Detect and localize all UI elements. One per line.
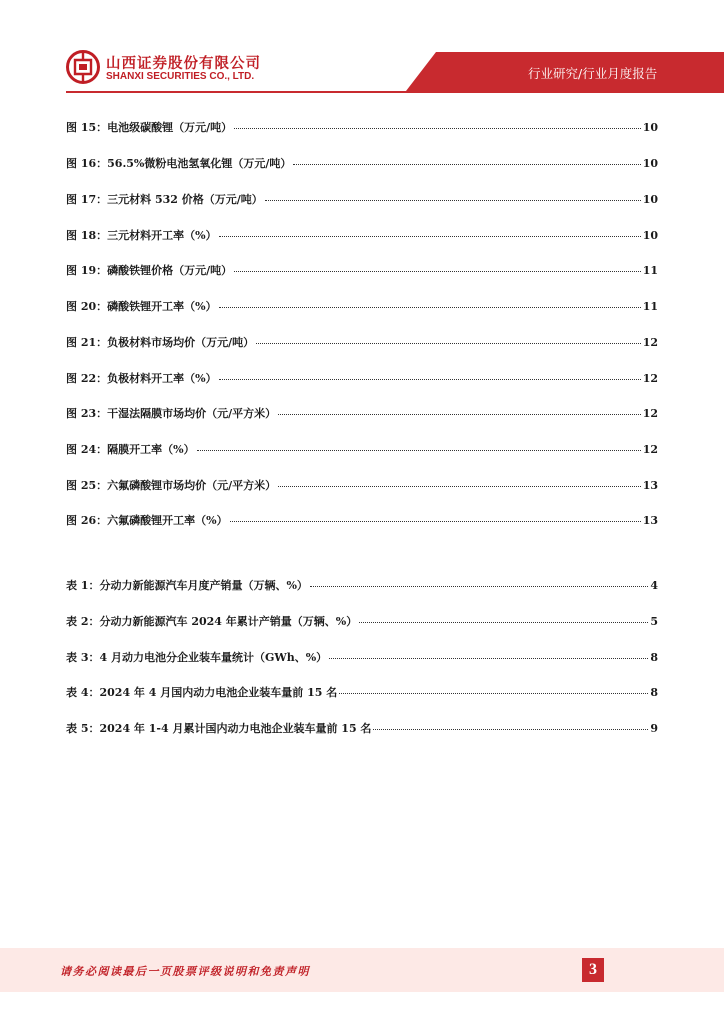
table-label: 表 2： (66, 615, 100, 628)
dot-leader (197, 449, 641, 451)
toc-table-row[interactable] (66, 720, 658, 738)
figure-title: 六氟磷酸锂市场均价（元/平方米） (107, 479, 277, 492)
toc-figure-row[interactable] (66, 262, 658, 280)
disclaimer-notice: 请务必阅读最后一页股票评级说明和免责声明 (60, 965, 310, 978)
figure-label: 图 17： (66, 193, 108, 206)
toc-table-row[interactable] (66, 613, 658, 631)
page-ref: 9 (650, 722, 658, 735)
page-ref: 10 (642, 193, 658, 206)
figure-title: 六氟磷酸锂开工率（%） (107, 514, 228, 527)
figure-label: 图 24： (66, 443, 108, 456)
toc-figure-row[interactable] (66, 370, 658, 388)
table-title: 2024 年 1-4 月累计国内动力电池企业装车量前 15 名 (99, 722, 372, 735)
dot-leader (219, 378, 641, 380)
toc-figure-row[interactable] (66, 477, 658, 495)
toc-figure-row[interactable] (66, 298, 658, 316)
page-ref: 8 (650, 686, 658, 699)
figure-title: 三元材料 532 价格（万元/吨） (107, 193, 263, 206)
page-ref: 4 (650, 579, 658, 592)
page-ref: 12 (642, 372, 658, 385)
figure-label: 图 25： (66, 479, 108, 492)
figure-label: 图 19： (66, 264, 108, 277)
figure-label: 图 21： (66, 336, 108, 349)
figure-title: 干湿法隔膜市场均价（元/平方米） (107, 407, 277, 420)
dot-leader (278, 485, 641, 487)
dot-leader (234, 127, 641, 129)
company-name-en: SHANXI SECURITIES CO., LTD. (106, 71, 255, 82)
table-title: 4 月动力电池分企业装车量统计（GWh、%） (99, 651, 328, 664)
table-title: 2024 年 4 月国内动力电池企业装车量前 15 名 (99, 686, 338, 699)
dot-leader (234, 270, 641, 272)
page-ref: 12 (642, 336, 658, 349)
table-label: 表 3： (66, 651, 100, 664)
figure-title: 负极材料市场均价（万元/吨） (107, 336, 255, 349)
page-ref: 10 (642, 229, 658, 242)
toc-table-row[interactable] (66, 684, 658, 702)
page-ref: 11 (642, 264, 658, 277)
dot-leader (265, 199, 641, 201)
figure-title: 负极材料开工率（%） (107, 372, 217, 385)
figure-label: 图 26： (66, 514, 108, 527)
dot-leader (329, 657, 648, 659)
page-ref: 11 (642, 300, 658, 313)
table-title: 分动力新能源汽车月度产销量（万辆、%） (99, 579, 308, 592)
figure-title: 磷酸铁锂开工率（%） (107, 300, 217, 313)
figure-label: 图 15： (66, 121, 108, 134)
shanxi-securities-logo-icon (66, 50, 100, 84)
toc-figure-row[interactable] (66, 227, 658, 245)
dot-leader (219, 235, 641, 237)
figure-label: 图 18： (66, 229, 108, 242)
page-header (0, 0, 724, 100)
figure-label: 图 22： (66, 372, 108, 385)
figure-label: 图 20： (66, 300, 108, 313)
toc-figure-row[interactable] (66, 155, 658, 173)
table-label: 表 1： (66, 579, 100, 592)
page-ref: 5 (650, 615, 658, 628)
table-title: 分动力新能源汽车 2024 年累计产销量（万辆、%） (99, 615, 358, 628)
figure-title: 三元材料开工率（%） (107, 229, 217, 242)
page-ref: 12 (642, 407, 658, 420)
toc-figure-row[interactable] (66, 191, 658, 209)
figure-label: 图 23： (66, 407, 108, 420)
toc-figure-row[interactable] (66, 119, 658, 137)
page-ref: 10 (642, 157, 658, 170)
dot-leader (256, 342, 641, 344)
dot-leader (339, 692, 648, 694)
table-label: 表 5： (66, 722, 100, 735)
page-ref: 12 (642, 443, 658, 456)
report-type-label: 行业研究/行业月度报告 (528, 66, 658, 81)
page-ref: 13 (642, 479, 658, 492)
dot-leader (310, 585, 648, 587)
dot-leader (278, 413, 641, 415)
toc-figure-row[interactable] (66, 334, 658, 352)
page-ref: 10 (642, 121, 658, 134)
table-label: 表 4： (66, 686, 100, 699)
page-number: 3 (582, 958, 604, 982)
toc-figure-row[interactable] (66, 405, 658, 423)
dot-leader (293, 163, 640, 165)
company-name-cn: 山西证券股份有限公司 (106, 56, 261, 72)
figure-label: 图 16： (66, 157, 108, 170)
dot-leader (373, 728, 648, 730)
toc-figure-row[interactable] (66, 512, 658, 530)
dot-leader (230, 520, 641, 522)
figure-title: 电池级碳酸锂（万元/吨） (107, 121, 233, 134)
figure-title: 56.5%微粉电池氢氧化锂（万元/吨） (107, 157, 292, 170)
figure-title: 磷酸铁锂价格（万元/吨） (107, 264, 233, 277)
toc-figure-row[interactable] (66, 441, 658, 459)
toc-table-row[interactable] (66, 577, 658, 595)
page-ref: 8 (650, 651, 658, 664)
header-divider (66, 91, 724, 93)
toc-table-row[interactable] (66, 649, 658, 667)
figure-title: 隔膜开工率（%） (107, 443, 195, 456)
dot-leader (219, 306, 641, 308)
page-ref: 13 (642, 514, 658, 527)
dot-leader (359, 621, 648, 623)
